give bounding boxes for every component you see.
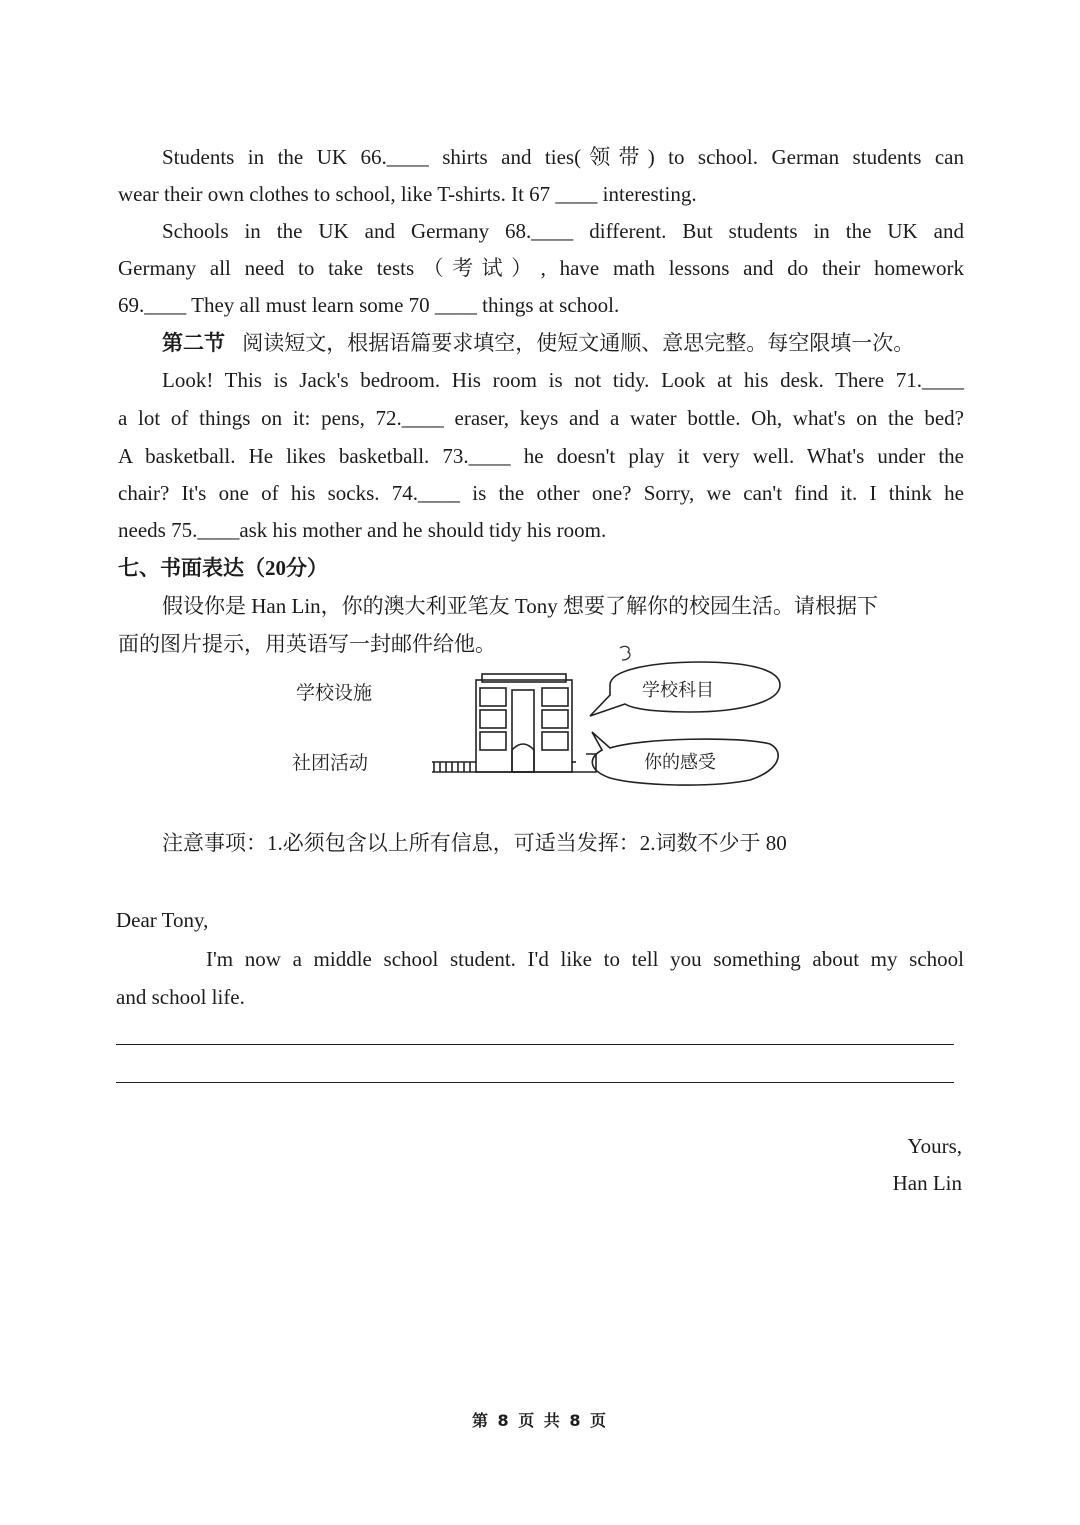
bubble-your-feelings: 你的感受 (644, 752, 716, 773)
section2-heading-line (162, 330, 964, 356)
passage2-line-5: needs 75.____ask his mother and he should tidy his room. (118, 518, 607, 542)
passage1-line-5: 69.____ They all must learn some 70 ____ things at school. (118, 293, 620, 317)
passage1-line-3: Schools in the UK and Germany 68.____ different. But students in the UK and (162, 219, 964, 243)
passage1-line-1: Students in the UK 66.____ shirts and ties(领带) to school. German students can (162, 145, 964, 169)
handwritten-mark-icon (620, 646, 630, 660)
writing-heading: 七、书面表达（20分） (118, 556, 328, 580)
letter-greeting: Dear Tony, (116, 908, 209, 932)
passage2-line-4: chair? It's one of his socks. 74.____ is the other one? Sorry, we can't find it. I think he (118, 481, 964, 505)
label-school-facilities: 学校设施 (296, 682, 373, 704)
passage1-line-4: Germany all need to take tests（考试）, have math lessons and do their homework (118, 256, 964, 280)
letter-signature: Han Lin (892, 1171, 962, 1195)
school-building-icon (432, 674, 596, 772)
passage2-line-1: Look! This is Jack's bedroom. His room is not tidy. Look at his desk. There 71.____ (162, 368, 964, 392)
page-number: 第 8 页 共 8 页 (471, 1411, 609, 1430)
writing-prompt-2: 面的图片提示，用英语写一封邮件给他。 (118, 632, 496, 656)
writing-prompt-1: 假设你是 Han Lin，你的澳大利亚笔友 Tony 想要了解你的校园生活。请根据下 (162, 594, 879, 618)
answer-line-1[interactable] (116, 1044, 954, 1045)
answer-line-2[interactable] (116, 1082, 954, 1083)
section2-instruction: 阅读短文，根据语篇要求填空，使短文通顺、意思完整。每空限填一次。 (242, 331, 915, 355)
letter-body-line-2: and school life. (116, 985, 245, 1009)
section2-heading: 第二节 (162, 331, 225, 355)
letter-closing: Yours, (907, 1134, 962, 1158)
letter-body-line-1: I'm now a middle school student. I'd like to tell you something about my school (206, 947, 964, 971)
writing-notes: 注意事项：1.必须包含以上所有信息，可适当发挥：2.词数不少于 80 (162, 831, 787, 855)
label-club-activities: 社团活动 (292, 752, 369, 774)
passage2-line-3: A basketball. He likes basketball. 73.____ he doesn't play it very well. What's under the (118, 444, 964, 468)
writing-prompt-figure (280, 640, 800, 790)
bubble-school-subjects: 学校科目 (642, 680, 714, 701)
passage2-line-2: a lot of things on it: pens, 72.____ eraser, keys and a water bottle. Oh, what's on the bed? (118, 406, 964, 430)
passage1-line-2: wear their own clothes to school, like T-shirts. It 67 ____ interesting. (118, 182, 697, 206)
